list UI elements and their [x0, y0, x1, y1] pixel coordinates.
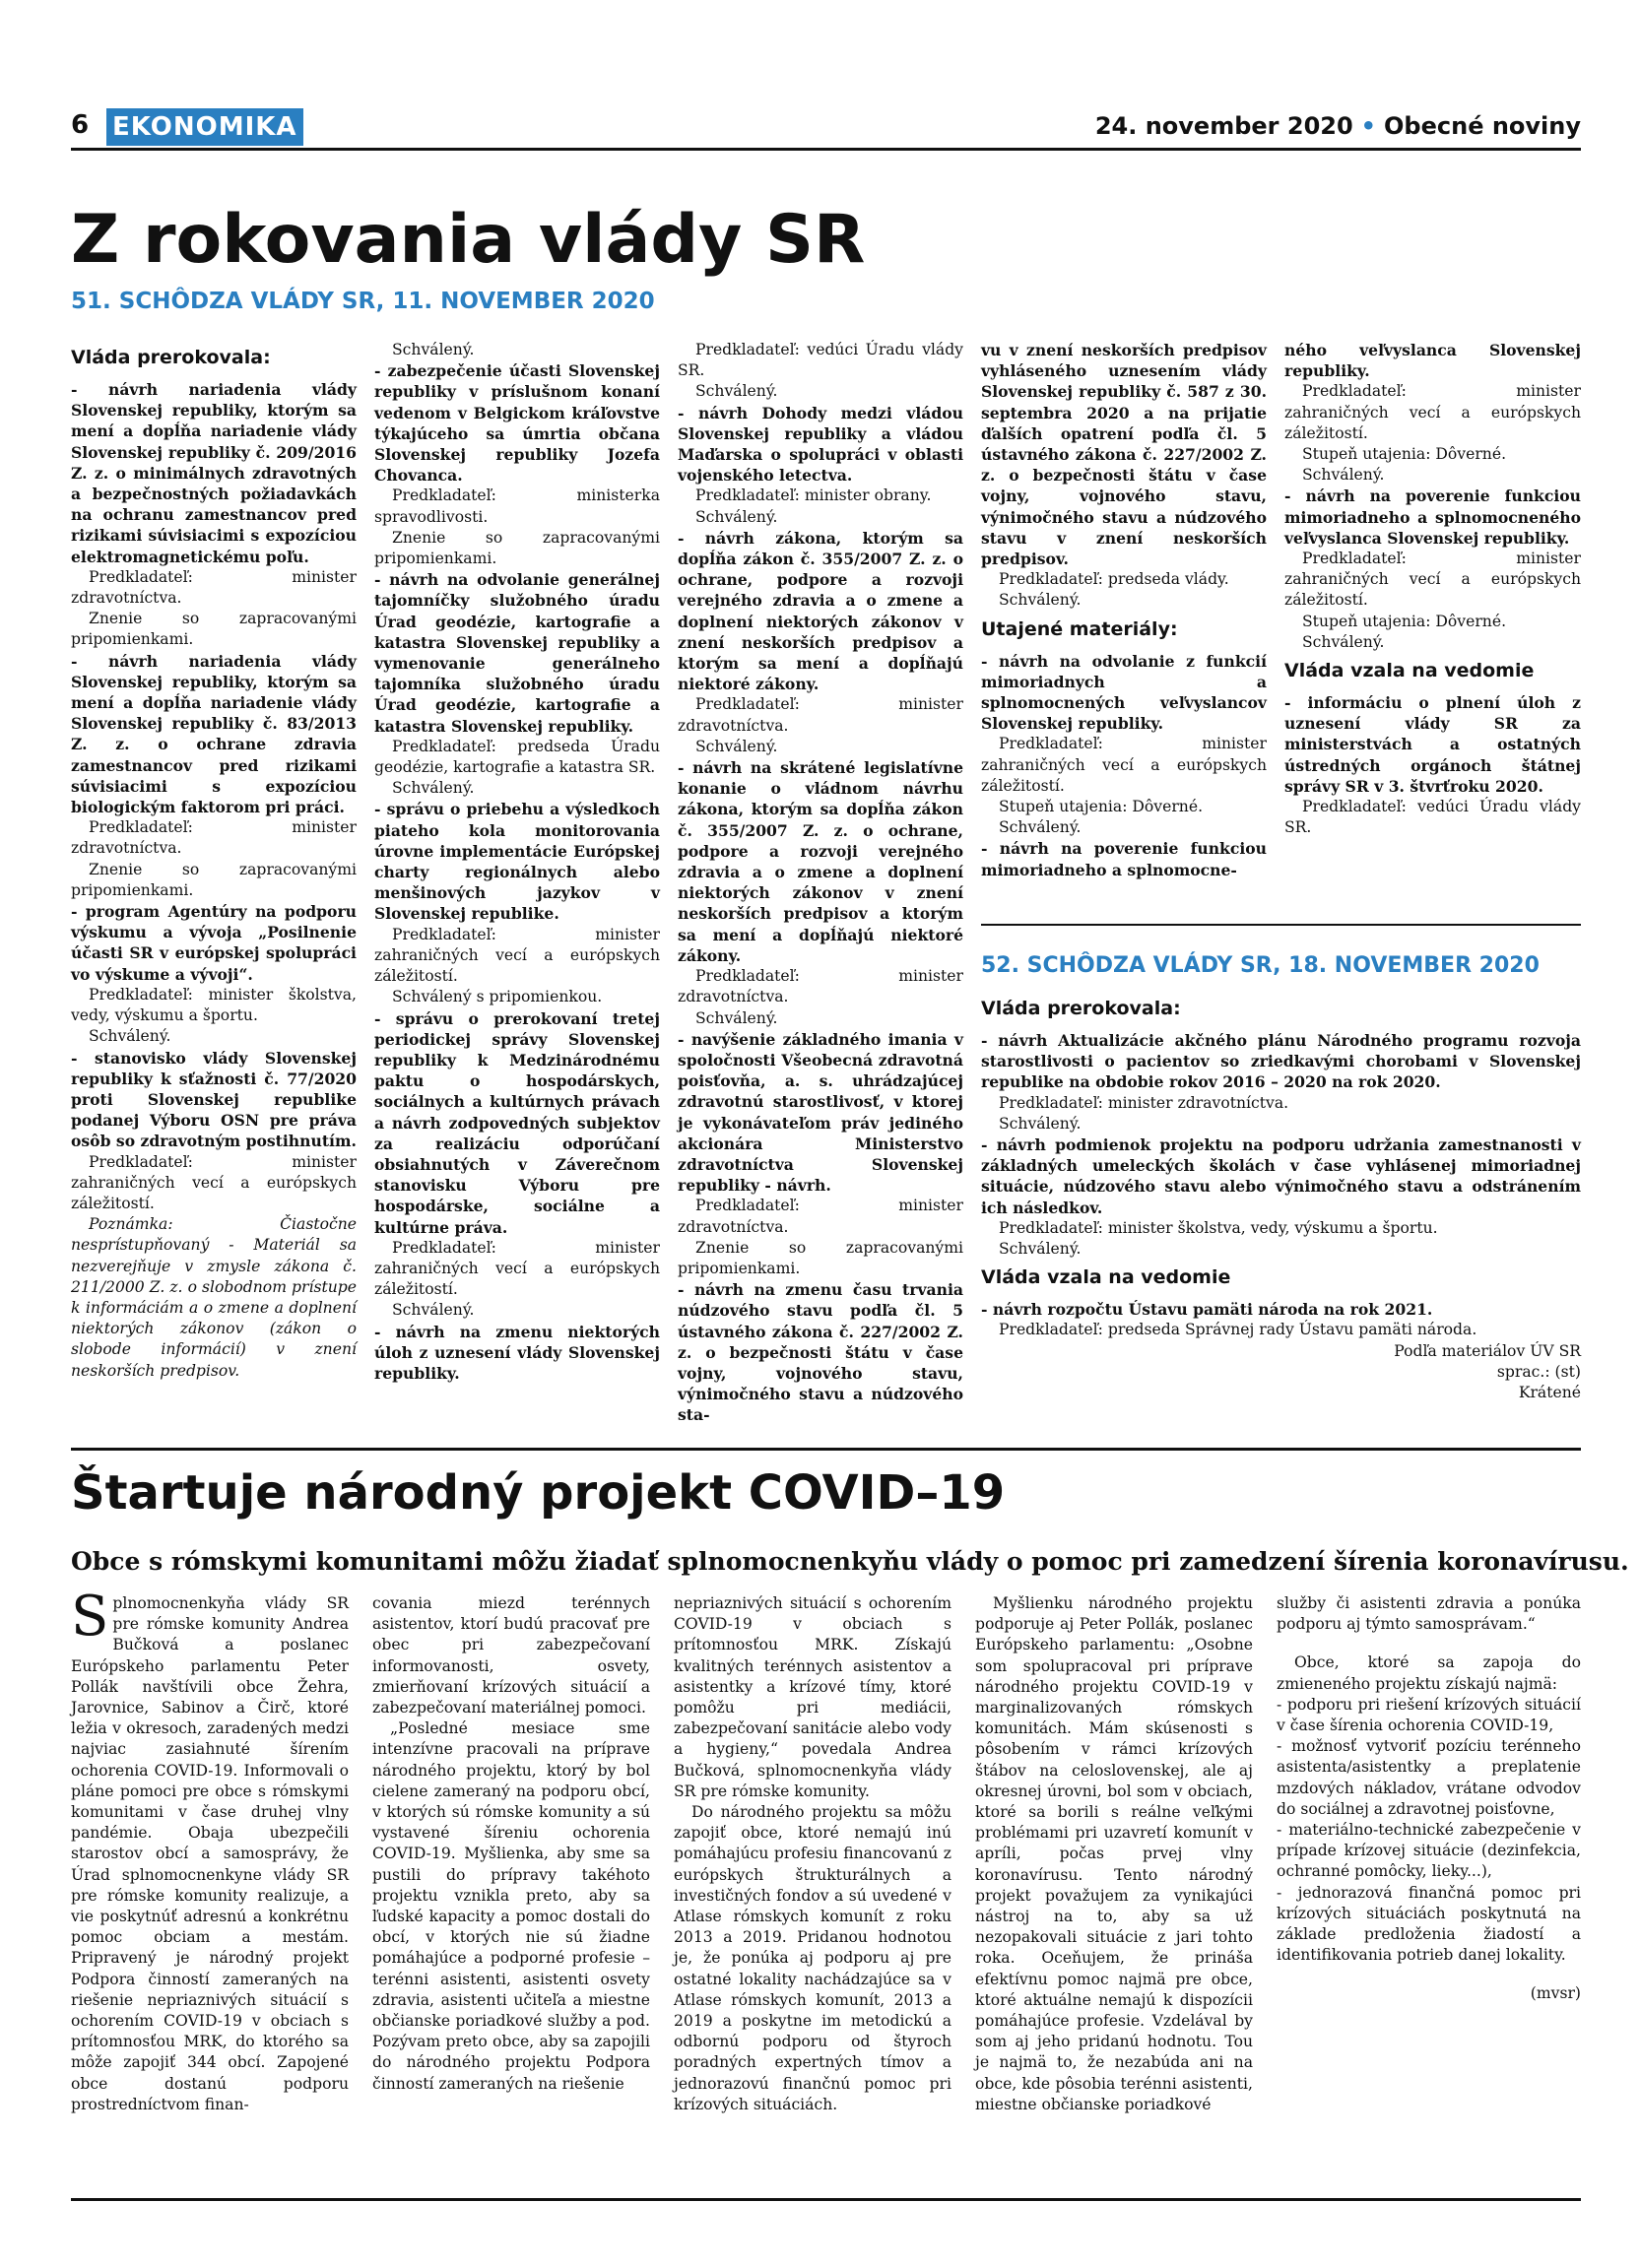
footer-rule — [71, 2198, 1581, 2201]
agenda-item: - návrh Aktualizácie akčného plánu Národného programu rozvoja starostlivosti o pacientov so zriedkavými chorobami v Slovenskej republike na obdobie rokov 2016 – 2020 na rok 2020. — [981, 1031, 1581, 1092]
article2-column-5 — [1277, 1593, 1581, 2005]
article-divider — [71, 1448, 1581, 1451]
paragraph: - podporu pri riešení krízových situácií v čase šírenia ochorenia COVID-19, — [1277, 1695, 1581, 1735]
agenda-item: - program Agentúry na podporu výskumu a vývoja „Posilnenie účasti SR v európskej spolupráci vo výskume a vývoji“. — [71, 902, 357, 984]
header-rule — [71, 148, 1581, 151]
note: Poznámka: Čiastočne nesprístupňovaný - Materiál sa nezverejňuje v zmysle zákona č. 211/2000 Z. z. o slobodnom prístupe k informáciám a o zmene a doplnení niektorých zákonov (zákon o slobode informácií) v znení neskorších predpisov. — [71, 1215, 357, 1380]
spacer — [1277, 1966, 1581, 1983]
header-meta — [1095, 112, 1581, 140]
page-header — [71, 110, 1581, 148]
agenda-item: - správu o priebehu a výsledkoch piateho kola monitorovania úrovne implementácie Európskej charty regionálnych alebo menšinových jazykov v Slovenskej republike. — [374, 800, 660, 924]
paragraph: Obce, ktoré sa zapoja do zmieneného projektu získajú najmä: — [1277, 1653, 1581, 1693]
paragraph: Schválený. — [392, 341, 475, 358]
publication-name: Obecné noviny — [1384, 112, 1581, 140]
article2-col1-text: plnomocnenkyňa vlády SR pre rómske komunity Andrea Bučková a poslanec Európskeho parlamentu Peter Pollák navštívili obce Žehra, Jarovnice, Sabinov a Čirč, ktoré ležia v okresoch, zaradených medzi najviac zasiahnuté šírením ochorenia COVID-19. Informovali o pláne pomoci pre obce s rómskymi komunitami v čase druhej vlny pandémie. Obaja ubezpečili starostov obcí a samosprávy, že Úrad splnomocnenkyne vlády SR pre rómske komunity realizuje, a vie poskytnúť adresnú a konkrétnu pomoc obciam a mestám. Pripravený je národný projekt Podpora činností zameraných na riešenie nepriaznivých situácií s ochorením COVID-19 v obciach s prítomnosťou MRK, do ktorého sa môže zapojiť 344 obcí. Zapojené obce dostanú podporu prostredníctvom finan- — [71, 1594, 349, 2113]
section-label: EKONOMIKA — [106, 108, 303, 146]
paragraph: - materiálno-technické zabezpečenie v prípade krízovej situácie (dezinfekcia, ochranné pomôcky, lieky...), — [1277, 1821, 1581, 1881]
agenda-item: - zabezpečenie účasti Slovenskej republiky v príslušnom konaní vedenom v Belgickom kráľovstve týkajúceho sa úmrtia občana Slovenskej republiky Jozefa Chovanca. — [374, 361, 660, 486]
section-subheading: Vláda prerokovala: — [71, 347, 271, 368]
spacer — [1277, 1635, 1581, 1652]
page-number: 6 — [71, 110, 90, 140]
article1-column-2 — [374, 340, 660, 1384]
paragraph: Schválený. — [695, 737, 778, 755]
agenda-item: - návrh nariadenia vlády Slovenskej republiky, ktorým sa mení a dopĺňa nariadenie vlády Slovenskej republiky č. 83/2013 Z. z. o ochrane zdravia zamestnancov pred rizikami súvisiacimi s expozíciou biologickým faktorom pri práci. — [71, 651, 357, 817]
paragraph: Stupeň utajenia: Dôverné. — [999, 798, 1204, 816]
dropcap: S — [71, 1585, 109, 1649]
paragraph: Schválený. — [695, 507, 778, 526]
paragraph: Znenie so zapracovanými pripomienkami. — [374, 528, 660, 568]
paragraph: Predkladateľ: minister školstva, vedy, výskumu a športu. — [999, 1218, 1438, 1237]
paragraph: Predkladateľ: minister zdravotníctva. — [71, 818, 357, 858]
article2-lead: Obce s rómskymi komunitami môžu žiadať splnomocnenkyňu vlády o pomoc pri zamedzení šírenia koronavírusu. — [71, 1547, 1629, 1576]
paragraph: Schválený. — [89, 1027, 171, 1046]
paragraph: Predkladateľ: minister školstva, vedy, výskumu a športu. — [71, 985, 357, 1025]
paragraph: Predkladateľ: vedúci Úradu vlády SR. — [1284, 798, 1581, 837]
agenda-item: vu v znení neskorších predpisov vyhláseného uznesením vlády Slovenskej republiky č. 587 z 30. septembra 2020 a na prijatie ďalších opatrení podľa čl. 5 ústavného zákona č. 227/2002 Z. z. o bezpečnosti štátu v čase vojny, vojnového stavu, výnimočného stavu a núdzového stavu v znení neskorších predpisov. — [981, 341, 1267, 569]
paragraph: Schválený. — [1302, 632, 1385, 651]
paragraph: Predkladateľ: minister zdravotníctva. — [678, 967, 963, 1006]
meeting52-body — [981, 991, 1581, 1403]
section-subheading: Vláda vzala na vedomie — [981, 1266, 1231, 1289]
paragraph: Predkladateľ: predseda Úradu geodézie, kartografie a katastra SR. — [374, 737, 660, 777]
agenda-item: - návrh na skrátené legislatívne konanie o vládnom návrhu zákona, ktorým sa dopĺňa zákon č. 355/2007 Z. z. o ochrane, podpore a rozvoji verejného zdravia a o zmene a doplnení niektorých zákonov v znení neskorších predpisov a ktorým sa mení a dopĺňajú niektoré zákony. — [678, 758, 963, 965]
agenda-item: - návrh na zmenu času trvania núdzového stavu podľa čl. 5 ústavného zákona č. 227/2002 Z. z. o bezpečnosti štátu v čase vojny, vojnového stavu, výnimočného stavu a núdzového sta- — [678, 1280, 963, 1425]
paragraph: Predkladateľ: minister zdravotníctva. — [71, 567, 357, 608]
paragraph: Predkladateľ: minister zdravotníctva. — [678, 695, 963, 735]
paragraph: Predkladateľ: vedúci Úradu vlády SR. — [678, 341, 963, 380]
agenda-item: - stanovisko vlády Slovenskej republiky k sťažnosti č. 77/2020 proti Slovenskej republike podanej Výboru OSN pre práva osôb so zdravotným postihnutím. — [71, 1048, 357, 1151]
section-subheading: Vláda prerokovala: — [981, 998, 1181, 1019]
agenda-item: - návrh na poverenie funkciou mimoriadneho a splnomocneného veľvyslanca Slovenskej republiky. — [1284, 486, 1581, 548]
paragraph: Stupeň utajenia: Dôverné. — [1302, 445, 1507, 464]
agenda-item: - návrh na odvolanie z funkcií mimoriadnych a splnomocnených veľvyslancov Slovenskej republiky. — [981, 651, 1267, 734]
paragraph: Predkladateľ: minister zdravotníctva. — [678, 1197, 963, 1236]
agenda-item: - navýšenie základného imania v spoločnosti Všeobecná zdravotná poisťovňa, a. s. uhrádzajúcej zdravotnú starostlivosť, v ktorej je vykonávateľom práv jediného akcionára Ministerstvo zdravotníctva Slovenskej republiky - návrh. — [678, 1029, 963, 1196]
header-separator: • — [1360, 112, 1377, 140]
paragraph: Predkladateľ: predseda vlády. — [999, 570, 1229, 589]
paragraph: Schválený. — [392, 1301, 475, 1320]
article1-column-1 — [71, 340, 357, 1382]
agenda-item: - návrh na zmenu niektorých úloh z uznesení vlády Slovenskej republiky. — [374, 1322, 660, 1383]
article1-column-5 — [1284, 340, 1581, 838]
credit-line: Krátené — [1518, 1384, 1581, 1402]
paragraph: Schválený. — [1302, 466, 1385, 485]
paragraph: Schválený. — [695, 1008, 778, 1027]
section-subheading: Utajené materiály: — [981, 617, 1178, 640]
paragraph: Predkladateľ: ministerka spravodlivosti. — [374, 486, 660, 526]
paragraph: Predkladateľ: minister zahraničných vecí a európskych záležitostí. — [1284, 550, 1581, 610]
paragraph: Schválený. — [999, 818, 1082, 837]
agenda-item: - návrh zákona, ktorým sa dopĺňa zákon č. 355/2007 Z. z. o ochrane, podpore a rozvoji verejného zdravia a o zmene a doplnení niektorých zákonov v znení neskorších predpisov a ktorým sa mení a dopĺňajú niektoré zákony. — [678, 528, 963, 694]
article2-column-1 — [71, 1585, 349, 2115]
paragraph: Schválený. — [999, 1114, 1082, 1133]
article1-column-4 — [981, 340, 1267, 880]
paragraph: covania miezd terénnych asistentov, ktorí budú pracovať pre obec pri zabezpečovaní informovanosti, osvety, zmierňovaní krízových situácií a zabezpečovaní materiálnej pomoci. — [372, 1594, 650, 1717]
paragraph: Znenie so zapracovanými pripomienkami. — [71, 860, 357, 899]
paragraph: - jednorazová finančná pomoc pri krízových situáciách poskytnutá na základe predloženia žiadostí a identifikovania potrieb danej lokality. — [1277, 1883, 1581, 1965]
paragraph: Predkladateľ: minister zahraničných vecí a európskych záležitostí. — [374, 925, 660, 986]
paragraph: Predkladateľ: minister zahraničných vecí a európskych záležitostí. — [1284, 382, 1581, 442]
agenda-item: - návrh na odvolanie generálnej tajomníčky služobného úradu Úrad geodézie, kartografie a katastra Slovenskej republiky a vymenovanie generálneho tajomníka služobného úradu Úrad geodézie, kartografie a katastra Slovenskej republiky. — [374, 570, 660, 736]
paragraph: Predkladateľ: minister obrany. — [695, 486, 932, 505]
paragraph: „Posledné mesiace sme intenzívne pracovali na príprave národného projektu, ktorý by bol cielene zameraný na podporu obcí, v ktorých sú rómske komunity a sú vystavené šíreniu ochorenia COVID-19. Myšlienka, aby sme sa pustili do prípravy takéhoto projektu vznikla preto, aby sa ľudské kapacity a pomoc dostali do obcí, v ktorých nie sú žiadne pomáhajúce a podporné profesie – terénni asistenti, asistenti osvety zdravia, asistenti učiteľa a miestne občianske poriadkové služby a pod. Pozývam preto obce, aby sa zapojili do národného projektu Podpora činností zameraných na riešenie — [372, 1719, 650, 2093]
agenda-item: - návrh na poverenie funkciou mimoriadneho a splnomocne- — [981, 839, 1267, 879]
credit-line: sprac.: (st) — [1496, 1362, 1581, 1381]
article2-column-4 — [975, 1593, 1253, 2115]
agenda-item: - návrh podmienok projektu na podporu udržania zamestnanosti v základných umeleckých školách v čase vyhlásenej mimoriadnej situácie, núdzového stavu alebo výnimočného stavu a odstránením ich následkov. — [981, 1135, 1581, 1217]
article2-title: Štartuje národný projekt COVID–19 — [71, 1465, 1006, 1521]
paragraph: Schválený. — [695, 382, 778, 401]
paragraph: Schválený. — [999, 1240, 1082, 1259]
agenda-item: - návrh Dohody medzi vládou Slovenskej republiky a vládou Maďarska o spolupráci v oblasti vojenského letectva. — [678, 403, 963, 486]
paragraph: Do národného projektu sa môžu zapojiť obce, ktoré nemajú inú pomáhajúcu profesiu financovanú z európskych štrukturálnych a investičných fondov a sú uvedené v Atlase rómskych komunít z roku 2013 a 2019. Pridanou hodnotou je, že ponúka aj podporu aj pre ostatné lokality nachádzajúce sa v Atlase rómskych komunít, 2013 a 2019 a poskytne im metodickú a odbornú podporu od štyroch poradných expertných tímov a jednorazovú finančnú pomoc pri krízových situáciách. — [674, 1803, 951, 2113]
agenda-item: - návrh nariadenia vlády Slovenskej republiky, ktorým sa mení a dopĺňa nariadenie vlády Slovenskej republiky č. 209/2016 Z. z. o minimálnych zdravotných a bezpečnostných požiadavkách na ochranu zamestnancov pred rizikami súvisiacimi s expozíciou elektromagnetickému poľu. — [71, 380, 357, 566]
article1-column-3 — [678, 340, 963, 1426]
article2-column-2 — [372, 1593, 650, 2095]
paragraph: Predkladateľ: minister zahraničných vecí a európskych záležitostí. — [71, 1152, 357, 1212]
paragraph: Znenie so zapracovanými pripomienkami. — [678, 1238, 963, 1277]
meeting51-heading: 51. SCHÔDZA VLÁDY SR, 11. NOVEMBER 2020 — [71, 289, 655, 314]
agenda-item: - návrh rozpočtu Ústavu pamäti národa na rok 2021. — [981, 1300, 1433, 1320]
article2-column-3 — [674, 1593, 951, 2115]
paragraph: - možnosť vytvoriť pozíciu terénneho asistenta/asistentky a preplatenie mzdových nákladov, vrátane odvodov do sociálnej a zdravotnej poisťovne, — [1277, 1737, 1581, 1818]
meeting52-heading: 52. SCHÔDZA VLÁDY SR, 18. NOVEMBER 2020 — [981, 953, 1540, 978]
paragraph: Predkladateľ: minister zahraničných vecí a európskych záležitostí. — [981, 735, 1267, 795]
section-subheading: Vláda vzala na vedomie — [1284, 660, 1535, 682]
paragraph: nepriaznivých situácií s ochorením COVID-19 v obciach s prítomnosťou MRK. Získajú kvalitných terénnych asistentov a asistentky a krízové tímy, ktoré pomôžu pri mediácii, zabezpečovaní sanitácie alebo vody a hygieny,“ povedala Andrea Bučková, splnomocnenkyňa vlády SR pre rómske komunity. — [674, 1594, 951, 1800]
paragraph: Schválený. — [999, 591, 1082, 610]
paragraph: služby či asistenti zdravia a ponúka podporu aj týmto samosprávam.“ — [1277, 1594, 1581, 1634]
agenda-item: - informáciu o plnení úloh z uznesení vlády SR za ministerstvách a ostatných ústredných orgánoch štátnej správy SR v 3. štvrťroku 2020. — [1284, 693, 1581, 796]
paragraph: Znenie so zapracovanými pripomienkami. — [71, 610, 357, 649]
paragraph: Schválený s pripomienkou. — [392, 988, 603, 1006]
credit-line: (mvsr) — [1530, 1984, 1581, 2003]
agenda-item: ného veľvyslanca Slovenskej republiky. — [1284, 341, 1581, 381]
paragraph: Predkladateľ: minister zahraničných vecí a európskych záležitostí. — [374, 1238, 660, 1299]
paragraph: Stupeň utajenia: Dôverné. — [1302, 612, 1507, 630]
paragraph: Predkladateľ: minister zdravotníctva. — [999, 1093, 1289, 1112]
paragraph: Predkladateľ: predseda Správnej rady Ústavu pamäti národa. — [999, 1321, 1477, 1339]
credit-line: Podľa materiálov ÚV SR — [1394, 1341, 1581, 1360]
paragraph: Myšlienku národného projektu podporuje aj Peter Pollák, poslanec Európskeho parlamentu: „Osobne som spolupracoval pri príprave národného projektu COVID-19 v marginalizovaných rómskych komunitách. Mám skúsenosti s pôsobením v rámci krízových štábov na celoslovenskej, ale aj okresnej úrovni, bol som v obciach, ktoré sa borili s reálne veľkými problémami pri uzavretí komunít v apríli, počas prvej vlny koronavírusu. Tento národný projekt považujem za vynikajúci nástroj na to, aby sa už nezopakovali situácie z jari tohto roka. Oceňujem, že prináša efektívnu pomoc najmä pre obce, ktoré aktuálne nemajú k dispozícii pomáhajúce profesie. Vzdelával by som aj jeho pridanú hodnotu. Tou je najmä to, že nezabúda ani na obce, kde pôsobia terénni asistenti, miestne občianske poriadkové — [975, 1594, 1253, 2113]
meeting52-rule — [981, 924, 1581, 926]
issue-date: 24. november 2020 — [1094, 112, 1353, 140]
paragraph: Schválený. — [392, 779, 475, 798]
agenda-item: - správu o prerokovaní tretej periodickej správy Slovenskej republiky k Medzinárodnému paktu o hospodárskych, sociálnych a kultúrnych právach a návrh zodpovedných subjektov za realizáciu odporúčaní obsiahnutých v Záverečnom stanovisku Výboru pre hospodárske, sociálne a kultúrne práva. — [374, 1008, 660, 1237]
article1-title: Z rokovania vlády SR — [71, 201, 866, 279]
